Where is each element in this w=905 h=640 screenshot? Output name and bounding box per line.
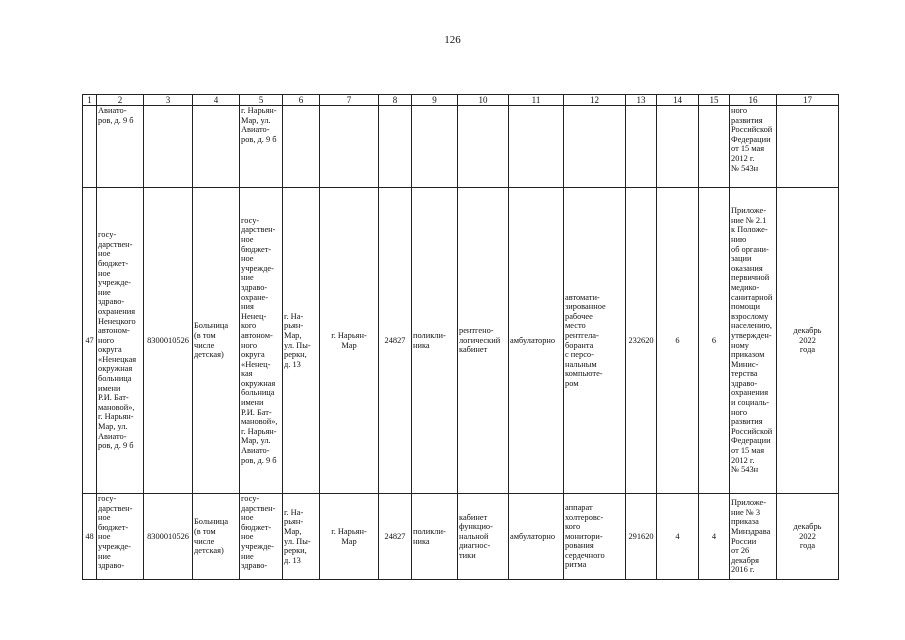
cell-deadline: декабрь 2022 года — [777, 494, 839, 580]
cell-legal-address: госу- дарствен- ное бюджет- ное учрежде- ние здраво- охране- ния Ненец- кого автоном- ного округа «Ненец- кая окружная больница имени Р.И. Бат- мановой», г. Нарьян- Мар, ул. Авиато- ров, д. 9 б — [240, 188, 283, 494]
cell-legal-address: г. Нарьян- Мар, ул. Авиато- ров, д. 9 б — [240, 106, 283, 188]
cell-locality: г. Нарьян- Мар — [320, 188, 379, 494]
col-header: 2 — [97, 95, 144, 106]
col-header: 4 — [193, 95, 240, 106]
cell-row-number: 47 — [83, 188, 97, 494]
cell-department: рентгено- логический кабинет — [458, 188, 509, 494]
cell-empty — [626, 106, 657, 188]
table-row-47 — [83, 188, 839, 494]
cell-care-form: амбулаторно — [509, 494, 564, 580]
cell-institution: госу- дарствен- ное бюджет- ное учрежде- ние здраво- охранения Ненецкого автоном- ного округа «Ненецкая окружная больница имени Р.И. Бат- мановой», г. Нарьян- Мар, ул. Авиато- ров, д. 9 б — [97, 188, 144, 494]
cell-regulation: Приложе- ние № 3 приказа Минздрава России от 26 декабря 2016 г. — [730, 494, 777, 580]
cell-empty — [699, 106, 730, 188]
cell-address: г. На- рьян- Мар, ул. Пы- рерки, д. 13 — [283, 494, 320, 580]
col-header: 11 — [509, 95, 564, 106]
cell-empty — [144, 106, 193, 188]
cell-empty — [458, 106, 509, 188]
cell-deadline: декабрь 2022 года — [777, 188, 839, 494]
cell-empty — [193, 106, 240, 188]
col-header: 5 — [240, 95, 283, 106]
col-header: 1 — [83, 95, 97, 106]
col-header: 6 — [283, 95, 320, 106]
cell-row-number: 48 — [83, 494, 97, 580]
cell-unit: поликли- ника — [412, 494, 458, 580]
col-header: 3 — [144, 95, 193, 106]
cell-regulation: Приложе- ние № 2.1 к Положе- нию об органи- зации оказания первичной медико- санитарной помощи взрослому населению, утвержден- ному приказом Минис- терства здраво- охранения и социаль- ного развития Российской Федерации от 15 мая 2012 г. № 543н — [730, 188, 777, 494]
cell-org-type: Больница (в том числе детская) — [193, 494, 240, 580]
col-header: 12 — [564, 95, 626, 106]
cell-care-form: амбулаторно — [509, 188, 564, 494]
cell-qty-required: 4 — [657, 494, 699, 580]
cell-code: 24827 — [379, 188, 412, 494]
cell-inn: 8300010526 — [144, 494, 193, 580]
cell-regulation: ного развития Российской Федерации от 15 мая 2012 г. № 543н — [730, 106, 777, 188]
cell-qty-required: 6 — [657, 188, 699, 494]
cell-institution: Авиато- ров, д. 9 б — [97, 106, 144, 188]
cell-equipment: автомати- зированное рабочее место рентгела- боранта с персо- нальным компьюте- ром — [564, 188, 626, 494]
page-number: 126 — [444, 34, 461, 46]
cell-unit: поликли- ника — [412, 188, 458, 494]
cell-locality: г. Нарьян- Мар — [320, 494, 379, 580]
cell-institution: госу- дарствен- ное бюджет- ное учрежде- ние здраво- — [97, 494, 144, 580]
cell-empty — [379, 106, 412, 188]
cell-equipment: аппарат холтеровс- кого монитори- рования сердечного ритма — [564, 494, 626, 580]
cell-empty — [83, 106, 97, 188]
cell-department: кабинет функцио- нальной диагнос- тики — [458, 494, 509, 580]
cell-org-type: Больница (в том числе детская) — [193, 188, 240, 494]
cell-empty — [657, 106, 699, 188]
col-header: 8 — [379, 95, 412, 106]
col-header: 15 — [699, 95, 730, 106]
cell-address: г. На- рьян- Мар, ул. Пы- реркн, д. 13 — [283, 188, 320, 494]
cell-equipment-code: 232620 — [626, 188, 657, 494]
cell-empty — [509, 106, 564, 188]
cell-empty — [412, 106, 458, 188]
table-row-48 — [83, 494, 839, 580]
cell-empty — [564, 106, 626, 188]
cell-qty-planned: 4 — [699, 494, 730, 580]
table-row-continuation — [83, 106, 839, 188]
header-row — [83, 95, 839, 106]
col-header: 14 — [657, 95, 699, 106]
cell-equipment-code: 291620 — [626, 494, 657, 580]
cell-qty-planned: 6 — [699, 188, 730, 494]
col-header: 10 — [458, 95, 509, 106]
col-header: 13 — [626, 95, 657, 106]
cell-empty — [320, 106, 379, 188]
equipment-table — [82, 94, 839, 580]
col-header: 17 — [777, 95, 839, 106]
cell-code: 24827 — [379, 494, 412, 580]
col-header: 9 — [412, 95, 458, 106]
cell-empty — [283, 106, 320, 188]
col-header: 7 — [320, 95, 379, 106]
cell-inn: 8300010526 — [144, 188, 193, 494]
col-header: 16 — [730, 95, 777, 106]
cell-empty — [777, 106, 839, 188]
cell-legal-address: госу- дарствен- ное бюджет- ное учрежде- ние здраво- — [240, 494, 283, 580]
